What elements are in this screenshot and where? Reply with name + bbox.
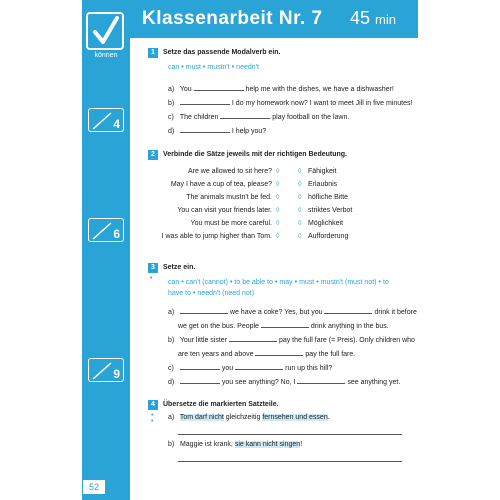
word-mustnt: mustn't: [207, 64, 230, 71]
task-2-title: Verbinde die Sätze jeweils mit der richtigen Bedeutung.: [163, 151, 347, 158]
time-label: [350, 8, 396, 29]
item-text: I help you?: [231, 128, 267, 135]
match-sentence: The animals mustn't be fed.: [186, 194, 272, 201]
word-must: must: [185, 64, 201, 71]
task-4-item-b: [168, 441, 302, 448]
difficulty-dots: •: [150, 275, 153, 282]
page-title: Klassenarbeit Nr. 7: [142, 8, 323, 29]
task-3-item-b: [168, 334, 415, 344]
match-dot-right[interactable]: ◊: [298, 168, 302, 175]
match-dot-left[interactable]: ◊: [276, 207, 280, 214]
item-text: run up this hill?: [285, 365, 333, 372]
word: may: [279, 279, 293, 286]
word: to be able to: [234, 279, 273, 286]
task-1-word-bank: can • must • mustn't • needn't: [168, 64, 259, 71]
score-max-2: 6: [113, 227, 120, 241]
item-text: play football on the lawn.: [272, 114, 350, 121]
match-sentence: You can visit your friends later.: [177, 207, 272, 214]
item-text: are ten years and above: [178, 351, 254, 358]
item-text: we get on the bus. People: [178, 323, 259, 330]
match-sentence: I was able to jump higher than Tom.: [161, 233, 272, 240]
item-text: Maggie ist krank,: [179, 441, 235, 448]
item-text: see anything yet.: [347, 379, 401, 386]
task-4-item-a: [168, 414, 330, 421]
koennen-label: können: [94, 52, 118, 59]
page-number: 52: [82, 479, 106, 495]
time-value: 45: [350, 8, 371, 28]
item-text: help me with the dishes, we have a dishwasher!: [245, 86, 394, 93]
answer-gap[interactable]: [180, 306, 228, 314]
time-unit: min: [375, 12, 396, 27]
sidebar: [82, 0, 130, 500]
highlight-text: Tom darf nicht: [179, 414, 224, 421]
answer-line-b[interactable]: [178, 461, 402, 462]
highlight-text: fernsehen und essen: [262, 414, 328, 421]
checkmark-icon: [86, 12, 124, 50]
answer-gap[interactable]: [229, 334, 277, 342]
match-dot-left[interactable]: ◊: [276, 194, 280, 201]
task-1-number: 1: [148, 48, 158, 58]
answer-gap[interactable]: [255, 348, 303, 356]
word: needn't (need not): [197, 290, 255, 297]
item-label: c): [168, 365, 174, 372]
score-box-2: [88, 218, 124, 242]
answer-gap[interactable]: [220, 111, 270, 119]
item-text: The children: [179, 114, 219, 121]
answer-gap[interactable]: [324, 306, 372, 314]
item-text: .: [327, 414, 330, 421]
task-1-item-c: [168, 111, 349, 121]
answer-gap[interactable]: [194, 83, 244, 91]
match-dot-right[interactable]: ◊: [298, 233, 302, 240]
answer-gap[interactable]: [261, 320, 309, 328]
match-dot-right[interactable]: ◊: [298, 194, 302, 201]
item-text: you: [221, 365, 234, 372]
answer-gap[interactable]: [180, 362, 220, 370]
score-max-1: 4: [113, 117, 120, 131]
item-text: pay the full fare.: [305, 351, 356, 358]
task-3-item-b-cont: [178, 348, 355, 358]
task-3-item-c: [168, 362, 332, 372]
item-text: we have a coke? Yes, but you: [229, 309, 323, 316]
item-text: you see anything? No, I: [221, 379, 296, 386]
task-1-item-b: [168, 97, 412, 107]
match-meaning: Fähigkeit: [308, 168, 337, 175]
item-text: gleichzeitig: [223, 414, 263, 421]
item-label: d): [168, 379, 175, 386]
item-text: I do my homework now? I want to meet Jill in five minutes!: [231, 100, 413, 107]
score-box-1: [88, 108, 124, 132]
answer-gap[interactable]: [297, 376, 345, 384]
item-label: a): [168, 414, 175, 421]
match-sentence: Are we allowed to sit here?: [187, 168, 272, 175]
answer-gap[interactable]: [235, 362, 283, 370]
item-text: pay the full fare (= Preis). Only children who: [278, 337, 415, 344]
item-label: a): [168, 86, 175, 93]
match-sentence: You must be more careful.: [190, 220, 272, 227]
item-text: !: [300, 441, 303, 448]
match-meaning: Möglichkeit: [308, 220, 344, 227]
match-sentence: May I have a cup of tea, please?: [170, 181, 272, 188]
item-text: You: [179, 86, 192, 93]
word-can: can: [168, 64, 180, 71]
task-3-word-bank: can • can't (cannot) • to be able to • may • must • mustn't (must not) • to have to • needn't (need not): [168, 279, 389, 297]
highlight-text: sie kann nicht singen: [234, 441, 301, 448]
score-box-3: [88, 358, 124, 382]
task-4-title: Übersetze die markierten Satzteile.: [163, 401, 279, 408]
match-dot-left[interactable]: ◊: [276, 181, 280, 188]
item-text: drink anything in the bus.: [310, 323, 389, 330]
item-label: b): [168, 337, 175, 344]
item-label: d): [168, 128, 175, 135]
match-dot-left[interactable]: ◊: [276, 168, 280, 175]
answer-line-a[interactable]: [178, 434, 402, 435]
word: must: [299, 279, 315, 286]
word: mustn't (must not): [320, 279, 377, 286]
item-text: drink it before: [374, 309, 417, 316]
match-dot-right[interactable]: ◊: [298, 207, 302, 214]
match-dot-left[interactable]: ◊: [276, 233, 280, 240]
task-1-item-d: [168, 125, 266, 135]
task-4-number: 4: [148, 400, 158, 410]
answer-gap[interactable]: [180, 97, 230, 105]
task-3-item-a-cont: [178, 320, 389, 330]
answer-gap[interactable]: [180, 376, 220, 384]
item-text: Your little sister: [179, 337, 228, 344]
task-3-item-a: [168, 306, 417, 316]
item-label: b): [168, 441, 175, 448]
word: to: [382, 279, 389, 286]
task-3-number: 3: [148, 263, 158, 273]
match-meaning: Erlaubnis: [308, 181, 338, 188]
difficulty-dots: • •: [151, 412, 154, 425]
item-label: b): [168, 100, 175, 107]
match-dot-right[interactable]: ◊: [298, 181, 302, 188]
match-dot-right[interactable]: ◊: [298, 220, 302, 227]
task-1-title: Setze das passende Modalverb ein.: [163, 49, 281, 56]
item-label: c): [168, 114, 174, 121]
word: have to: [168, 290, 191, 297]
word: can't (cannot): [185, 279, 228, 286]
word: can: [168, 279, 180, 286]
match-meaning: höfliche Bitte: [308, 194, 349, 201]
match-meaning: Aufforderung: [308, 233, 349, 240]
task-2-number: 2: [148, 150, 158, 160]
match-meaning: striktes Verbot: [308, 207, 353, 214]
answer-gap[interactable]: [180, 125, 230, 133]
task-3-title: Setze ein.: [163, 264, 196, 271]
score-max-3: 9: [113, 367, 120, 381]
task-1-item-a: [168, 83, 394, 93]
item-label: a): [168, 309, 175, 316]
match-dot-left[interactable]: ◊: [276, 220, 280, 227]
task-3-item-d: [168, 376, 400, 386]
word-neednt: needn't: [236, 64, 259, 71]
